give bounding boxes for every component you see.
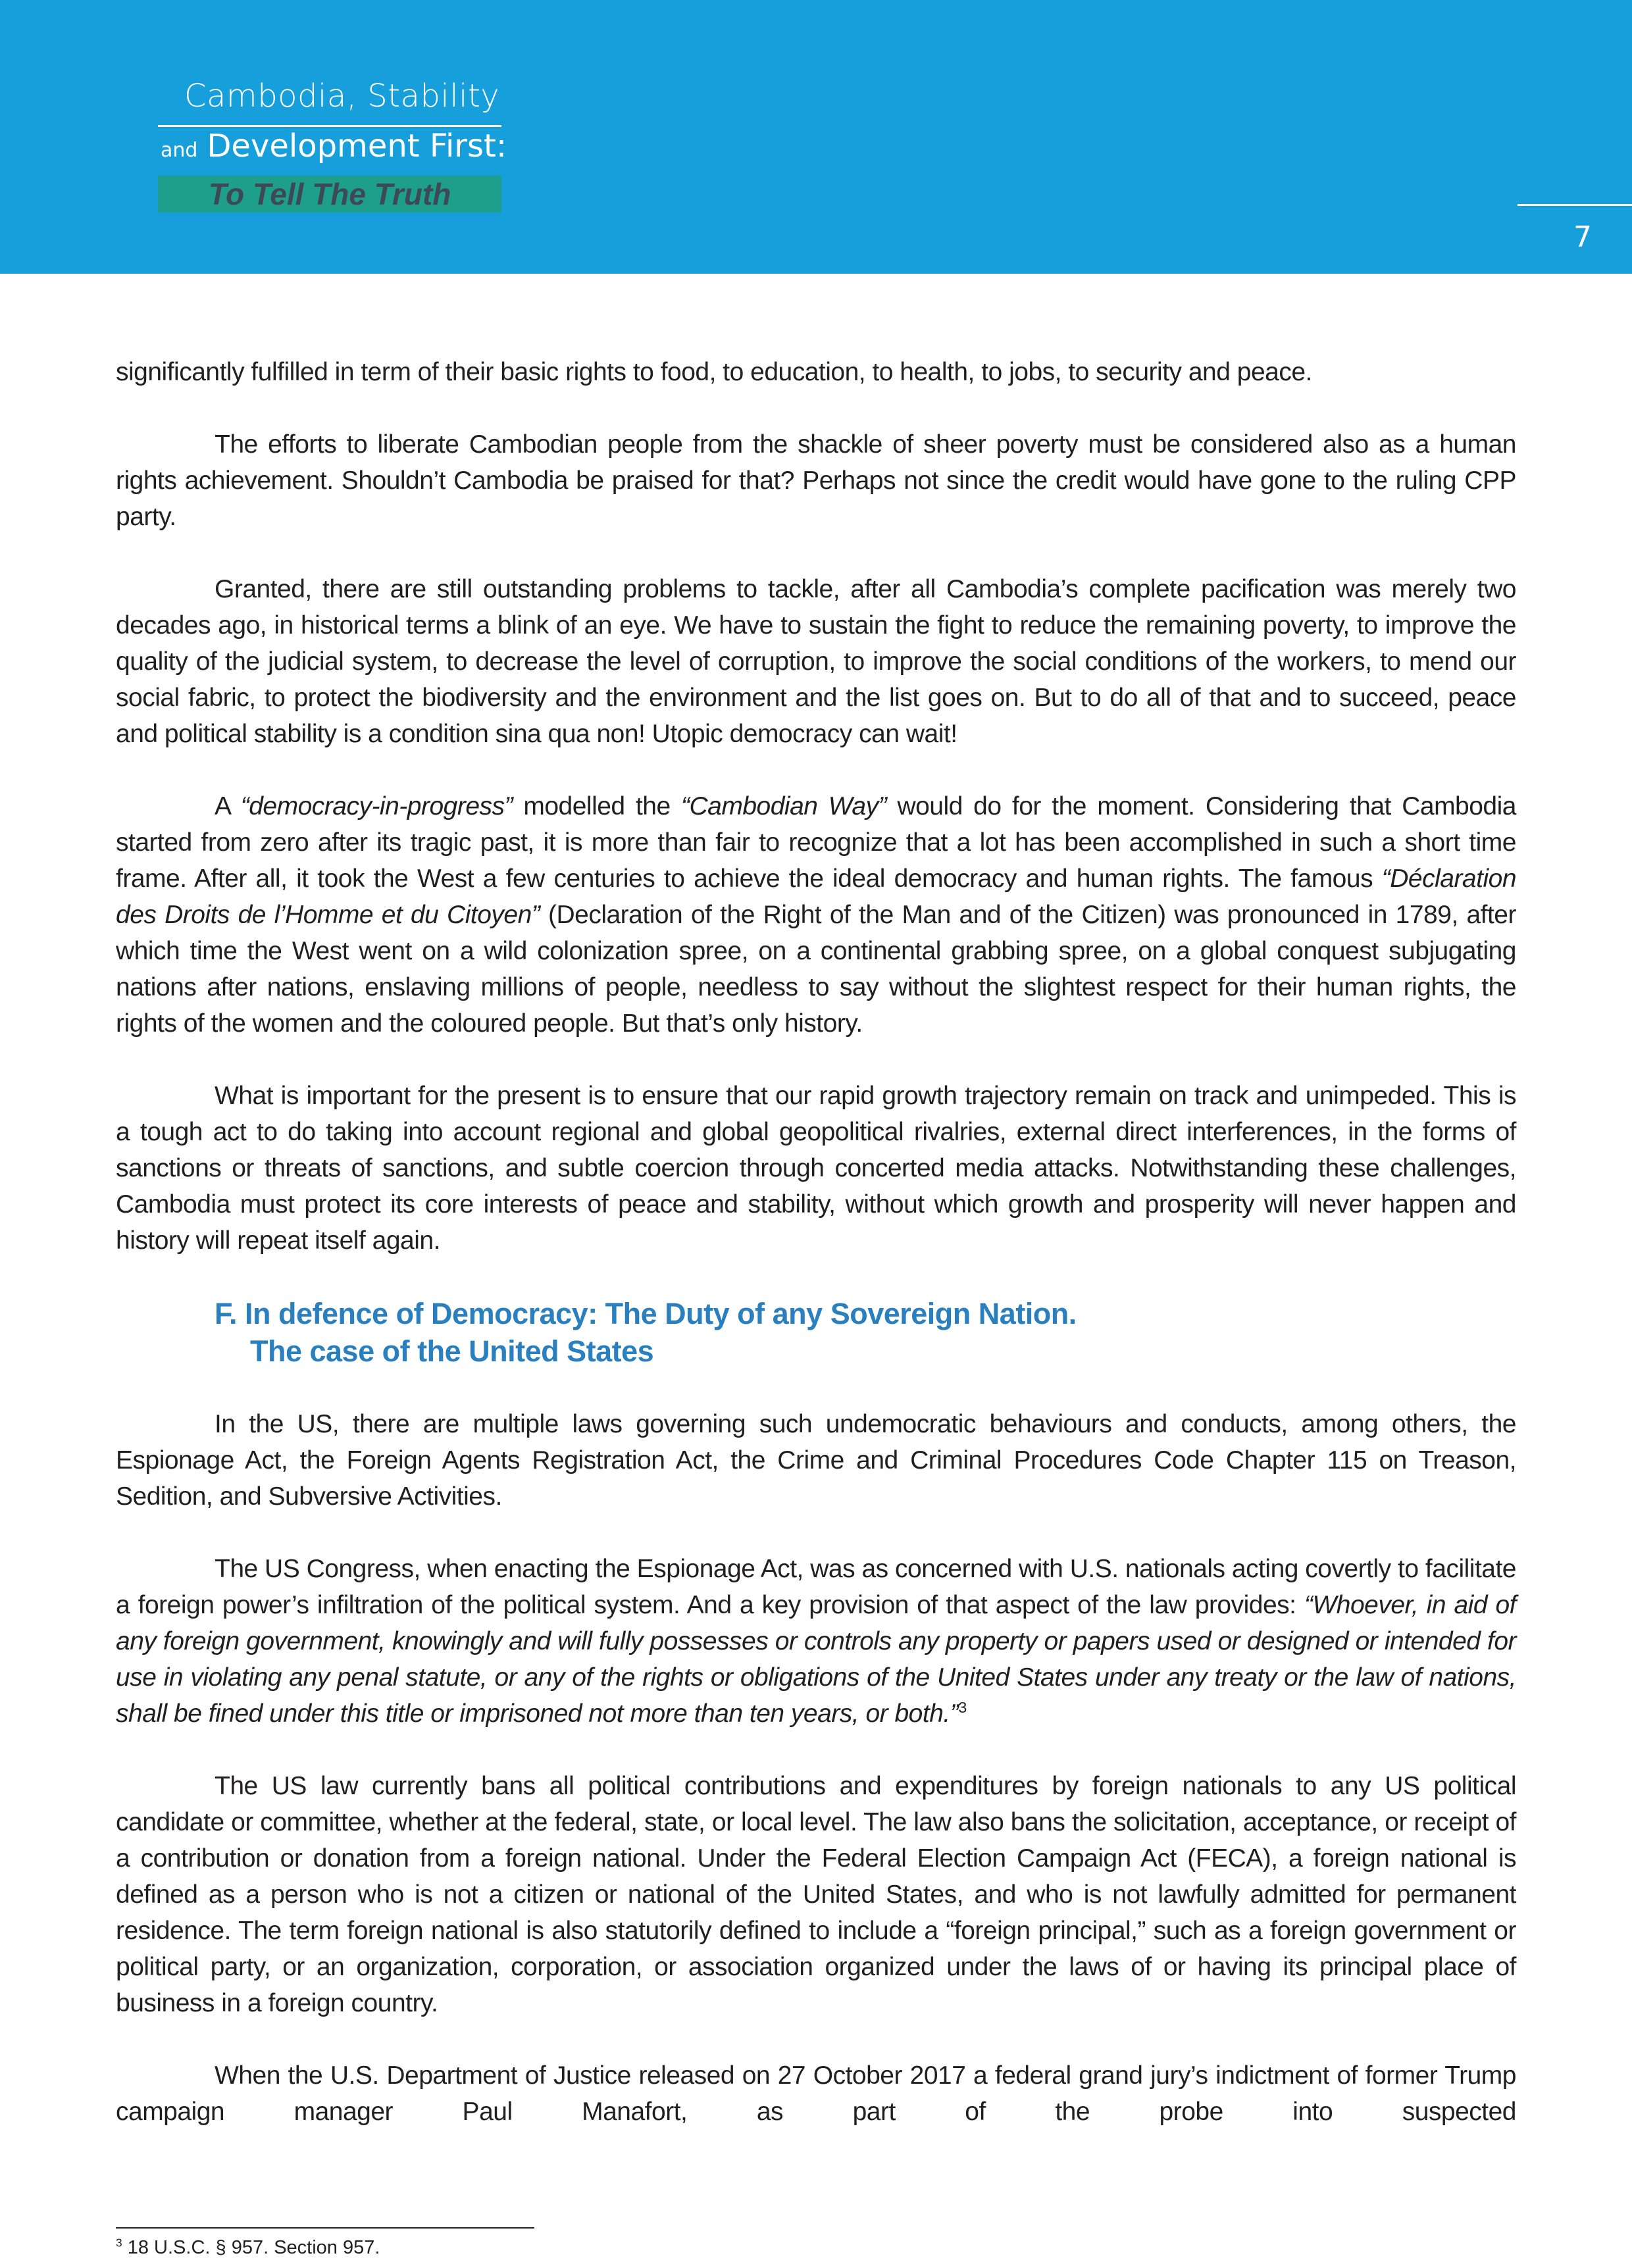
brand-and: and [161,139,198,162]
section-heading [215,1295,1516,1370]
brand-divider [158,125,501,127]
p4-text-a: A [215,792,230,820]
p4-italic-democracy: “democracy-in-progress” [240,792,513,820]
paragraph-9: When the U.S. Department of Justice released on 27 October 2017 a federal grand jury’s indictment of former Trump campaign manager Paul Manafort, as part of the probe into suspected [116,2061,1516,2126]
page-body [116,354,1516,2130]
footnote-marker: 3 [116,2236,122,2250]
p4-italic-declaration: “Déclaration des Droits de l’Homme et du Citoyen” [116,865,1517,929]
paragraph-4 [116,788,1516,1042]
paragraph-2: The efforts to liberate Cambodian people from the shackle of sheer poverty must be considered also as a human rights achievement. Shouldn’t Cambodia be praised for that? Perhaps not since the credit would have gone to the ruling CPP party. [116,430,1516,531]
p4-italic-cambodian-way: “Cambodian Way” [681,792,887,820]
p7-text: The US Congress, when enacting the Espionage Act, was as concerned with U.S. nationals acting covertly to facilitate a foreign power’s infiltration of the political system. And a key provision of that aspect of the law provides: [116,1555,1516,1619]
p7-footnote-ref: 3 [958,1699,967,1716]
page-number: 7 [1573,220,1592,254]
p7-quote: “Whoever, in aid of any foreign government, knowingly and will fully possesses or controls any property or papers used or designed or intended for use in violating any penal statute, or any of the rights or obligations of the United States under any treaty or the law of nations, shall be fined under this title or imprisoned not more than ten years, or both.” [116,1591,1517,1728]
footnote-text: 18 U.S.C. § 957. Section 957. [127,2237,380,2258]
footnote-divider [116,2227,534,2229]
brand-title-line2 [161,128,516,164]
paragraph-3: Granted, there are still outstanding problems to tackle, after all Cambodia’s complete pacification was merely two decades ago, in historical terms a blink of an eye. We have to sustain the fight to reduce the remaining poverty, to improve the quality of the judicial system, to decrease the level of corruption, to improve the social conditions of the workers, to mend our social fabric, to protect the biodiversity and the environment and the list goes on. But to do all of that and to succeed, peace and political stability is a condition sina qua non! Utopic democracy can wait! [116,575,1516,748]
brand-development: Development First: [207,128,507,164]
section-heading-line1: F. In defence of Democracy: The Duty of any Sovereign Nation. [215,1297,1077,1330]
page-number-rule [1517,204,1632,206]
p4-text-g: (Declaration of the Right of the Man and of the Citizen) was pronounced in 1789, after which time the West went on a wild colonization spree, on a continental grabbing spree, on a global conquest subjugating nations after nations, enslaving millions of people, needless to say without the slightest respect for their human rights, the rights of the women and the coloured people. But that’s only history. [116,901,1516,1038]
brand-title-line1: Cambodia, Stability [184,78,500,114]
paragraph-7 [116,1551,1516,1732]
p4-text-c: modelled the [523,792,671,820]
paragraph-8: The US law currently bans all political contributions and expenditures by foreign nationals to any US political candidate or committee, whether at the federal, state, or local level. The law also bans the solicitation, acceptance, or receipt of a contribution or donation from a foreign national. Under the Federal Election Campaign Act (FECA), a foreign national is defined as a person who is not a citizen or national of the United States, and who is not lawfully admitted for permanent residence. The term foreign national is also statutorily defined to include a “foreign principal,” such as a foreign government or political party, or an organization, corporation, or association organized under the laws of or having its principal place of business in a foreign country. [116,1772,1516,2017]
paragraph-6: In the US, there are multiple laws governing such undemocratic behaviours and conducts, among others, the Espionage Act, the Foreign Agents Registration Act, the Crime and Criminal Procedures Code Chapter 115 on Treason, Sedition, and Subversive Activities. [116,1410,1516,1511]
p4-text-e: would do for the moment. Considering that Cambodia started from zero after its tragic past, it is more than fair to recognize that a lot has been accomplished in such a short time frame. After all, it took the West a few centuries to achieve the ideal democracy and human rights. The famous [116,792,1516,893]
page-header [0,0,1632,274]
footnote [116,2236,905,2259]
brand-tagline: To Tell The Truth [158,176,501,213]
paragraph-1: significantly fulfilled in term of their basic rights to food, to education, to health, to jobs, to security and peace. [116,358,1312,386]
paragraph-5: What is important for the present is to ensure that our rapid growth trajectory remain on track and unimpeded. This is a tough act to do taking into account regional and global geopolitical rivalries, external direct interferences, in the forms of sanctions or threats of sanctions, and subtle coercion through concerted media attacks. Notwithstanding these challenges, Cambodia must protect its core interests of peace and stability, without which growth and prosperity will never happen and history will repeat itself again. [116,1082,1516,1255]
section-heading-line2: The case of the United States [250,1334,654,1368]
